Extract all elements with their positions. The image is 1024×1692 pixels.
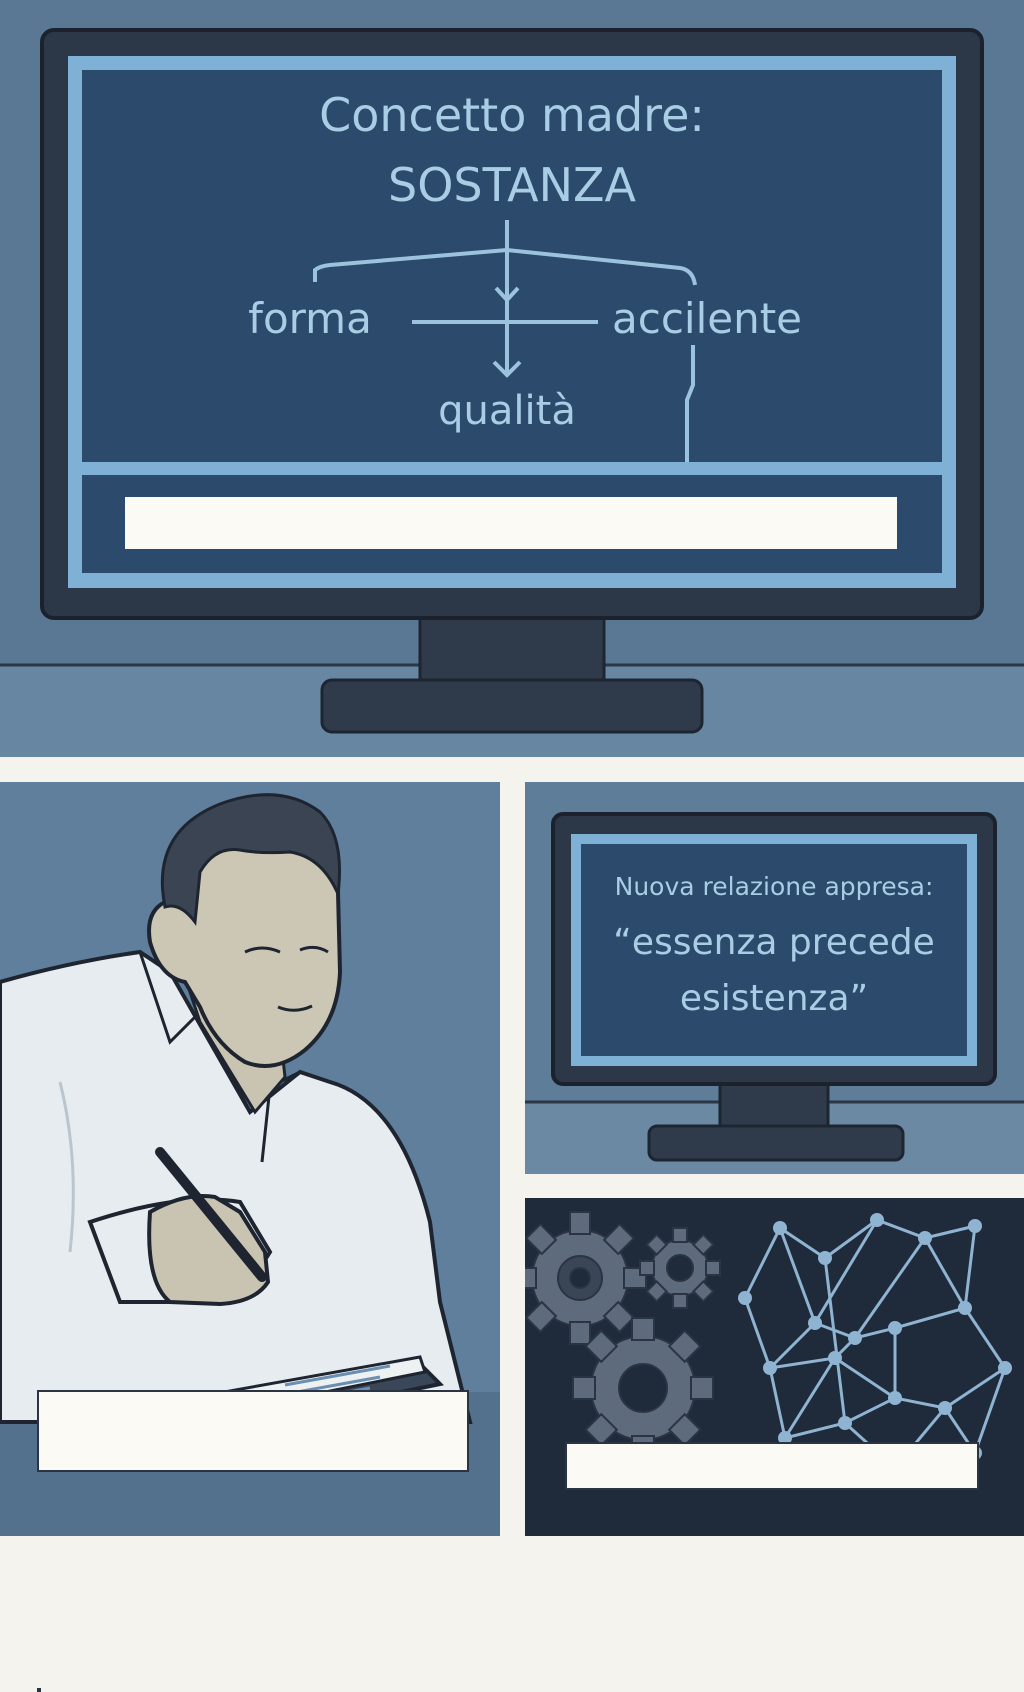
network-node [998,1361,1012,1375]
network-node [838,1416,852,1430]
gear-medium-icon [573,1318,713,1458]
network-node [763,1361,777,1375]
network-node [918,1231,932,1245]
node-accilente: accilente [611,294,803,343]
network-node [808,1316,822,1330]
relation-quote-line2: esistenza” [679,978,869,1019]
panel-new-relation-monitor [525,782,1024,1174]
concept-title-line1: Concetto madre: [319,88,705,142]
relation-quote-line1: “essenza precede [613,922,935,963]
gear-small-icon [640,1228,720,1308]
network-node [828,1351,842,1365]
network-node [738,1291,752,1305]
network-node [870,1213,884,1227]
panel-gears-network [525,1198,1024,1536]
relation-heading: Nuova relazione appresa: [614,872,934,901]
monitor-base [649,1126,903,1160]
concept-title-line2: SOSTANZA [388,158,636,212]
caption-box-left [37,1688,41,1692]
caption-box-bottom-right [565,1442,979,1490]
network-node [888,1321,902,1335]
network-node [938,1401,952,1415]
panel-concept-monitor [0,0,1024,757]
network-node [958,1301,972,1315]
network-node [818,1251,832,1265]
network-node [848,1331,862,1345]
network-node [968,1219,982,1233]
gear-large-icon [525,1212,646,1344]
caption-box-top [125,497,897,549]
monitor-base [322,680,702,732]
node-qualita: qualità [438,388,576,434]
caption-box-panel2-overlay [37,1390,469,1472]
network-node [888,1391,902,1405]
node-forma: forma [248,294,372,343]
network-node [773,1221,787,1235]
